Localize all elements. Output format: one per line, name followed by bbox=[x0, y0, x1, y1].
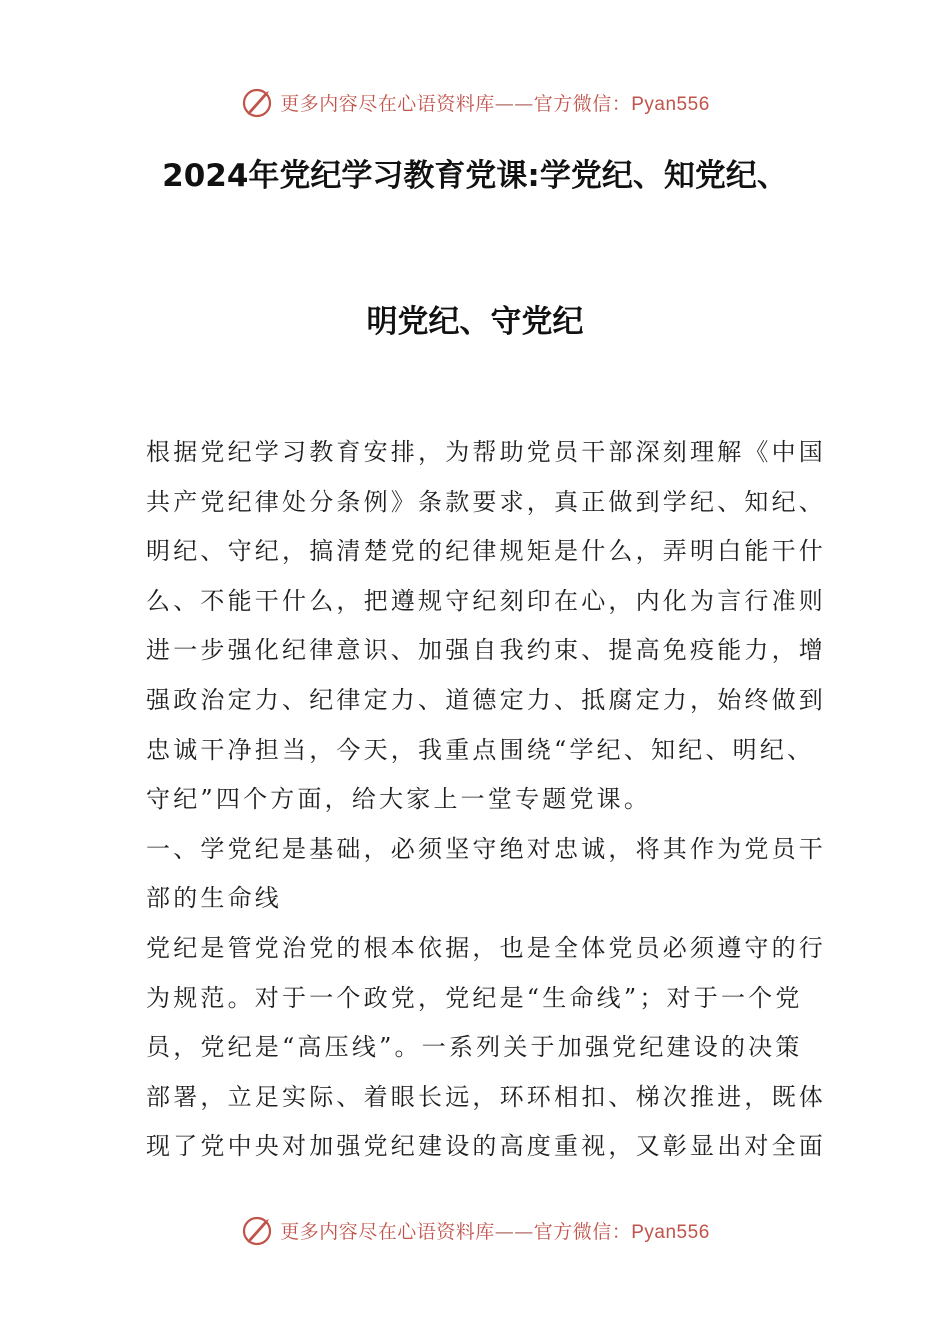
watermark-separator: —— bbox=[494, 1220, 534, 1243]
watermark-wechat-id: Pyan556 bbox=[631, 93, 710, 115]
section-heading-line: 一、学党纪是基础，必须坚守绝对忠诚，将其作为党员干 bbox=[146, 834, 826, 863]
watermark-wechat-id: Pyan556 bbox=[631, 1221, 710, 1243]
document-body bbox=[146, 428, 826, 1172]
page-title-line-2: 明党纪、守党纪 bbox=[366, 304, 584, 340]
footer-watermark bbox=[0, 1210, 950, 1250]
watermark-brand: 更多内容尽在心语资料库 bbox=[280, 1220, 495, 1243]
body-line: 现了党中央对加强党纪建设的高度重视，又彰显出对全面 bbox=[146, 1132, 826, 1161]
body-line: 根据党纪学习教育安排，为帮助党员干部深刻理解《中国 bbox=[146, 438, 826, 466]
body-line: 部署，立足实际、着眼长远，环环相扣、梯次推进，既体 bbox=[146, 1082, 826, 1111]
watermark-wechat-label: 官方微信： bbox=[533, 92, 632, 115]
watermark-brand: 更多内容尽在心语资料库 bbox=[280, 92, 495, 115]
watermark-wechat-label: 官方微信： bbox=[533, 1220, 632, 1243]
watermark-text bbox=[280, 89, 710, 116]
body-line: 为规范。对于一个政党，党纪是“生命线”；对于一个党 bbox=[146, 983, 803, 1012]
body-line: 守纪”四个方面，给大家上一堂专题党课。 bbox=[146, 785, 652, 814]
body-line: 党纪是管党治党的根本依据，也是全体党员必须遵守的行 bbox=[146, 933, 826, 962]
section-heading-line: 部的生命线 bbox=[146, 884, 282, 913]
body-line: 明纪、守纪，搞清楚党的纪律规矩是什么，弄明白能干什 bbox=[146, 537, 826, 566]
body-line: 进一步强化纪律意识、加强自我约束、提高免疫能力，增 bbox=[146, 636, 826, 665]
watermark-text bbox=[280, 1217, 710, 1244]
body-line: 么、不能干什么，把遵规守纪刻印在心，内化为言行准则 bbox=[146, 586, 826, 615]
watermark-separator: —— bbox=[494, 92, 534, 115]
page-title-line-1: 2024年党纪学习教育党课:学党纪、知党纪、 bbox=[162, 158, 788, 194]
body-line: 共产党纪律处分条例》条款要求，真正做到学纪、知纪、 bbox=[146, 487, 826, 516]
header-watermark bbox=[0, 82, 950, 122]
body-line: 员，党纪是“高压线”。一系列关于加强党纪建设的决策 bbox=[146, 1033, 803, 1062]
quill-pen-circle-icon bbox=[240, 1212, 276, 1248]
body-line: 强政治定力、纪律定力、道德定力、抵腐定力，始终做到 bbox=[146, 685, 826, 714]
quill-pen-circle-icon bbox=[240, 84, 276, 120]
body-line: 忠诚干净担当，今天，我重点围绕“学纪、知纪、明纪、 bbox=[146, 735, 815, 764]
